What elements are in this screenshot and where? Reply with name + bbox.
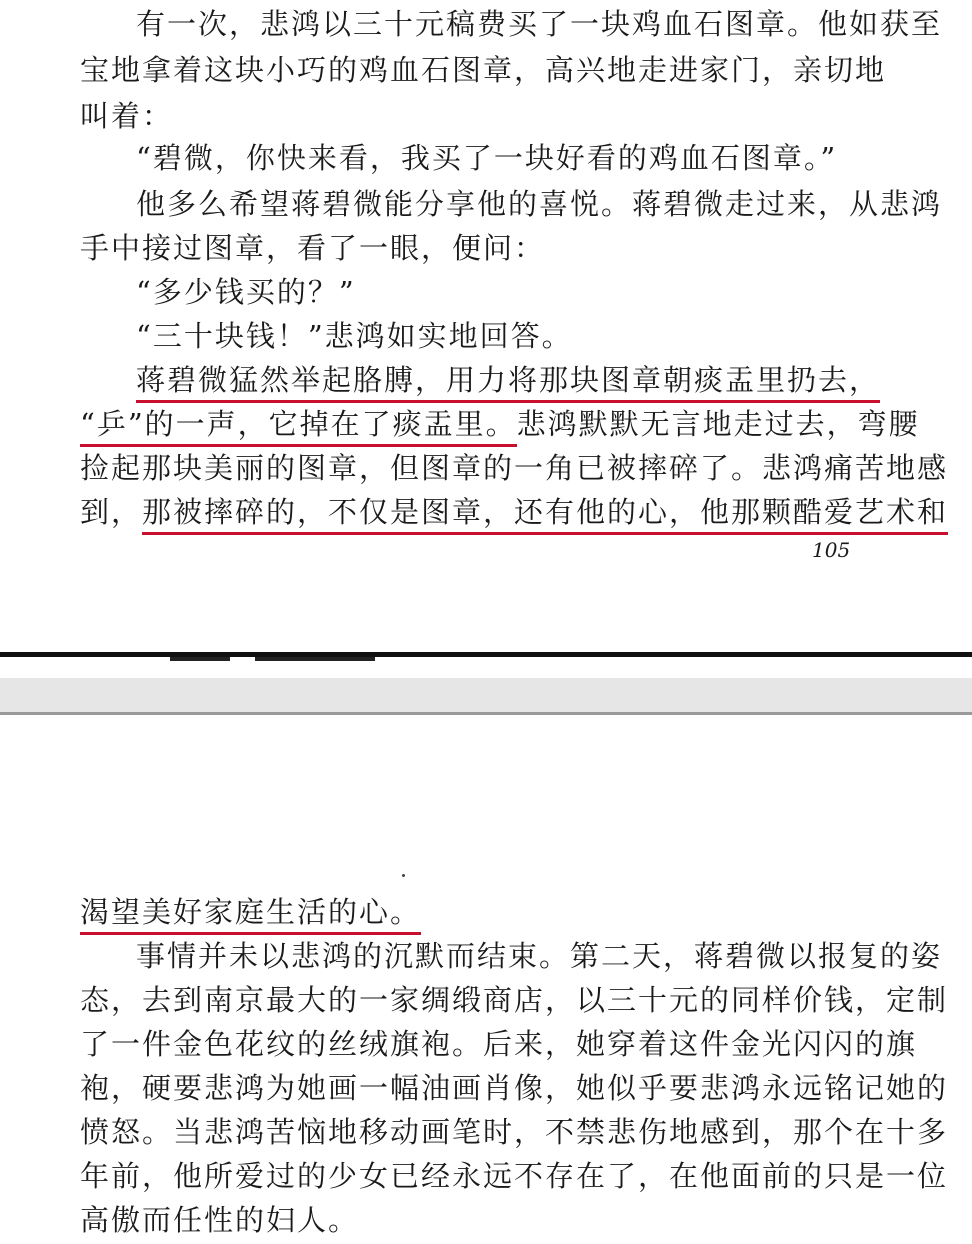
text-line: 他多么希望蒋碧微能分享他的喜悦。蒋碧微走过来，从悲鸿 xyxy=(136,187,943,221)
text-line: 宝地拿着这块小巧的鸡血石图章，高兴地走进家门，亲切地 xyxy=(80,53,887,87)
text-line: “碧微，你快来看，我买了一块好看的鸡血石图章。” xyxy=(136,141,838,175)
text-line xyxy=(80,404,920,444)
text-line: 有一次，悲鸿以三十元稿费买了一块鸡血石图章。他如获至 xyxy=(136,7,943,41)
scan-speck xyxy=(402,874,405,877)
red-underline-passage: 渴望美好家庭生活的心。 xyxy=(80,895,421,935)
text-line: 袍，硬要悲鸿为她画一幅油画肖像，她似乎要悲鸿永远铭记她的 xyxy=(80,1071,949,1105)
text-line: 叫着： xyxy=(80,99,174,133)
text-line: 高傲而任性的妇人。 xyxy=(80,1203,360,1237)
page-gap xyxy=(0,678,972,714)
text-line: 事情并未以悲鸿的沉默而结束。第二天，蒋碧微以报复的姿 xyxy=(136,939,943,973)
scan-artifact xyxy=(170,657,230,661)
text-line: “多少钱买的？” xyxy=(136,275,356,309)
text-line: 年前，他所爱过的少女已经永远不存在了，在他面前的只是一位 xyxy=(80,1159,949,1193)
page-number: 105 xyxy=(812,538,851,562)
red-underline-passage: “乒”的一声，它掉在了痰盂里。 xyxy=(80,407,517,447)
text-line: 手中接过图章，看了一眼，便问： xyxy=(80,231,546,265)
red-underline-passage: 那被摔碎的，不仅是图章，还有他的心，他那颗酷爱艺术和 xyxy=(142,495,948,535)
page-edge xyxy=(0,712,972,715)
text-line: “三十块钱！”悲鸿如实地回答。 xyxy=(136,319,573,353)
text-line-underlined xyxy=(80,892,880,932)
page-106 xyxy=(0,716,972,1244)
red-underline-passage: 蒋碧微猛然举起胳膊，用力将那块图章朝痰盂里扔去， xyxy=(136,363,880,403)
text-segment: 悲鸿默默无言地走过去，弯腰 xyxy=(516,407,920,441)
text-segment: 到， xyxy=(80,495,143,529)
text-line: 了一件金色花纹的丝绒旗袍。后来，她穿着这件金光闪闪的旗 xyxy=(80,1027,918,1061)
text-line: 愤怒。当悲鸿苦恼地移动画笔时，不禁悲伤地感到，那个在十多 xyxy=(80,1115,949,1149)
page-divider xyxy=(0,652,972,657)
scan-artifact xyxy=(255,657,375,661)
text-line: 捡起那块美丽的图章，但图章的一角已被摔碎了。悲鸿痛苦地感 xyxy=(80,451,949,485)
text-line xyxy=(80,492,949,532)
text-line-underlined xyxy=(136,360,880,400)
text-line: 态，去到南京最大的一家绸缎商店，以三十元的同样价钱，定制 xyxy=(80,983,949,1017)
